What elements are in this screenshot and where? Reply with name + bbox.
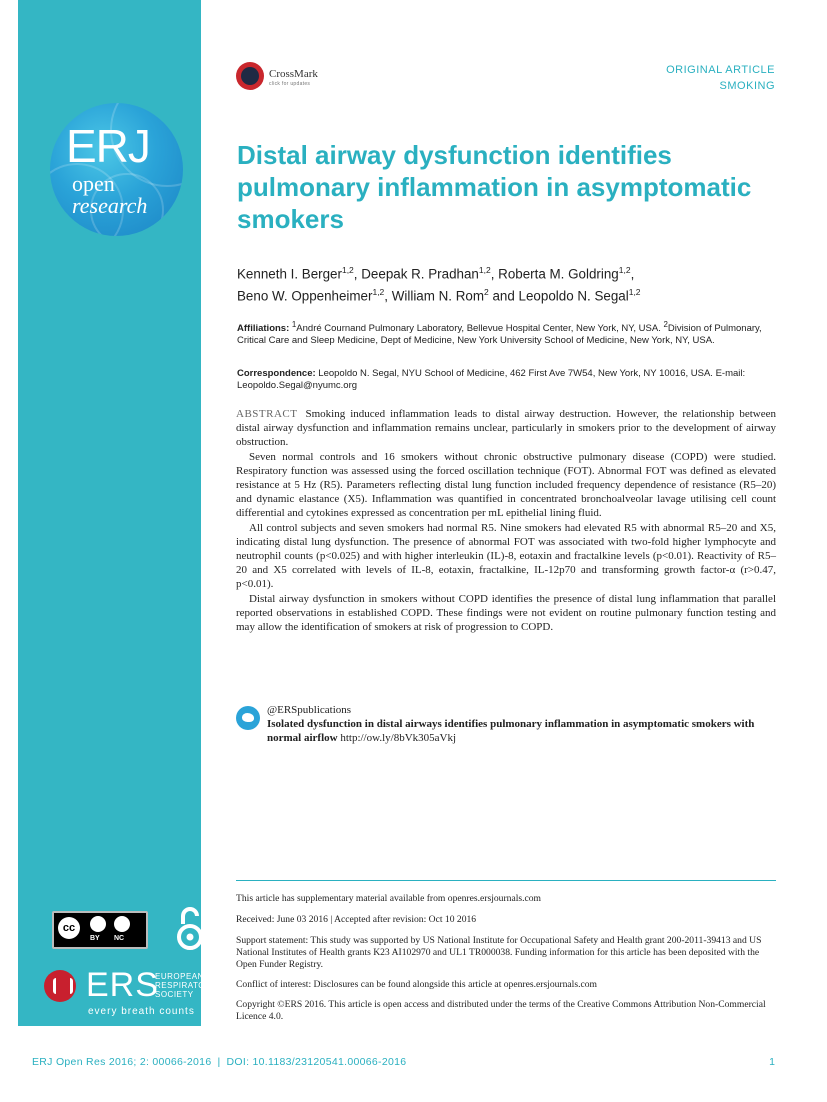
article-section-label: SMOKING bbox=[719, 80, 775, 92]
page-footer bbox=[32, 1056, 406, 1068]
ers-tagline: every breath counts bbox=[88, 1006, 195, 1017]
support-statement: Support statement: This study was supported by US National Institute for Occupational Safety and Health grant 200-2011-39413 and US National Institutes of Health grants K23 AI102970 and UL1 TR000038. Funding information for this article has been deposited with the Open Funder Registry. bbox=[236, 935, 762, 970]
tweet-text: Isolated dysfunction in distal airways identifies pulmonary inflammation in asymptomatic smokers with normal airflow bbox=[267, 718, 755, 745]
author-affiliation: 1,2 bbox=[628, 287, 641, 298]
ers-society-line2: RESPIRATORY bbox=[155, 981, 217, 990]
article-type-label: ORIGINAL ARTICLE bbox=[666, 64, 775, 76]
crossmark-subtitle: click for updates bbox=[269, 81, 311, 87]
citation: ERJ Open Res 2016; 2: 00066-2016 bbox=[32, 1056, 212, 1068]
affiliations bbox=[237, 319, 782, 347]
ers-society-line1: EUROPEAN bbox=[155, 972, 204, 981]
abstract-text: Smoking induced inflammation leads to distal airway destruction. However, the relationship between distal airway dysfunction and inflammation remains unclear, particularly in smokers prior to the development of airway obstruction. bbox=[236, 408, 776, 449]
author-name: Deepak R. Pradhan bbox=[361, 266, 479, 282]
notes-divider bbox=[236, 880, 776, 881]
ers-society-name bbox=[155, 972, 217, 999]
author-separator: , bbox=[384, 288, 392, 304]
correspondence-label: Correspondence: bbox=[237, 368, 316, 379]
author-name: William N. Rom bbox=[391, 288, 484, 304]
license-by-label: BY bbox=[90, 935, 100, 942]
abstract-paragraph bbox=[236, 407, 776, 450]
attribution-icon bbox=[90, 916, 106, 932]
crossmark-button[interactable] bbox=[236, 62, 332, 92]
cc-icon: cc bbox=[58, 917, 80, 939]
author-name: Roberta M. Goldring bbox=[498, 266, 619, 282]
article-title: Distal airway dysfunction identifies pulmonary inflammation in asymptomatic smokers bbox=[237, 140, 752, 234]
author-affiliation: 1,2 bbox=[478, 265, 491, 275]
twitter-icon[interactable] bbox=[236, 706, 260, 730]
author-name: Kenneth I. Berger bbox=[237, 266, 342, 282]
abstract-paragraph: Seven normal controls and 16 smokers without chronic obstructive pulmonary disease (COPD) were studied. Respiratory function was assessed using the forced oscillation technique (FOT). Abnormal FOT was defined as elevated resistance at 5 Hz (R5). Parameters reflecting distal lung function included frequency dependence of resistance (R5–20) and dynamic elastance (X5). Inflammation was quantified in concentrated bronchoalveolar lavage utilising cell count differential and cytokines expressed as concentration per mL epithelial lining fluid. bbox=[236, 450, 776, 520]
footer-separator: | bbox=[217, 1056, 221, 1068]
author-name: Beno W. Oppenheimer bbox=[237, 288, 373, 304]
doi-link[interactable]: DOI: 10.1183/23120541.00066-2016 bbox=[226, 1056, 407, 1068]
journal-logo-open: open bbox=[72, 171, 115, 196]
author-affiliation: 2 bbox=[484, 287, 489, 298]
journal-sidebar bbox=[18, 0, 217, 1026]
ers-society-line3: SOCIETY bbox=[155, 990, 194, 999]
author-name: Leopoldo N. Segal bbox=[518, 288, 629, 304]
author-separator: , bbox=[490, 266, 499, 282]
cc-license-badge[interactable] bbox=[52, 911, 148, 949]
article-notes bbox=[236, 893, 776, 1031]
crossmark-title: CrossMark bbox=[269, 68, 318, 80]
crossmark-icon bbox=[236, 62, 264, 90]
tweet-box bbox=[267, 703, 777, 746]
correspondence bbox=[237, 368, 782, 392]
affiliations-label: Affiliations: bbox=[237, 323, 290, 335]
journal-logo bbox=[50, 103, 183, 236]
abstract-label: ABSTRACT bbox=[236, 408, 298, 420]
abstract-paragraph: All control subjects and seven smokers had normal R5. Nine smokers had elevated R5 with abnormal R5–20 and X5, indicating distal lung dysfunction. The presence of abnormal FOT was associated with two-fold higher lymphocyte and neutrophil counts (p<0.025) and with higher interleukin (IL)-8, eotaxin and fractalkine levels (p<0.01). Reactivity of R5–20 and X5 correlated with levels of IL-8, eotaxin, fractalkine, IL-12p70 and transforming growth factor-α (r>0.47, p<0.01). bbox=[236, 521, 776, 591]
license-nc-label: NC bbox=[114, 935, 125, 942]
supplementary-note: This article has supplementary material available from openres.ersjournals.com bbox=[236, 893, 542, 904]
author-affiliation: 1,2 bbox=[618, 265, 631, 275]
conflict-statement: Conflict of interest: Disclosures can be found alongside this article at openres.ersjournals.com bbox=[236, 979, 597, 990]
affiliation-number: 2 bbox=[663, 320, 668, 329]
ers-logo-icon bbox=[44, 970, 76, 1002]
article-type bbox=[666, 62, 775, 94]
author-affiliation: 1,2 bbox=[372, 287, 385, 298]
noncommercial-icon bbox=[114, 916, 130, 932]
tweet-handle[interactable]: @ERSpublications bbox=[267, 704, 352, 716]
affiliation-text: Division of Pulmonary, Critical Care and Sleep Medicine, Dept of Medicine, New York University School of Medicine, New York, NY, USA. bbox=[237, 323, 762, 347]
open-access-icon bbox=[176, 904, 204, 952]
author-list bbox=[237, 261, 777, 306]
received-dates: Received: June 03 2016 | Accepted after revision: Oct 10 2016 bbox=[236, 914, 477, 925]
affiliation-text: André Cournand Pulmonary Laboratory, Bellevue Hospital Center, New York, NY, USA. bbox=[296, 323, 661, 335]
author-separator: and bbox=[488, 288, 519, 304]
correspondence-text: Leopoldo N. Segal, NYU School of Medicine, 462 First Ave 7W54, New York, NY 10016, USA. E-mail: Leopoldo.Segal@nyumc.org bbox=[237, 368, 746, 391]
page-number: 1 bbox=[769, 1056, 775, 1068]
author-affiliation: 1,2 bbox=[341, 265, 354, 275]
journal-logo-erj: ERJ bbox=[66, 120, 150, 172]
tweet-link[interactable]: http://ow.ly/8bVk305aVkj bbox=[340, 732, 457, 745]
author-separator: , bbox=[353, 266, 362, 282]
affiliation-number: 1 bbox=[291, 320, 297, 329]
abstract-paragraph: Distal airway dysfunction in smokers without COPD identifies the presence of distal lung inflammation that parallel reported observations in established COPD. These findings were not evident on routine pulmonary function testing and may allow the identification of smokers at risk of progression to COPD. bbox=[236, 592, 776, 634]
author-separator: , bbox=[630, 266, 635, 282]
copyright-statement: Copyright ©ERS 2016. This article is open access and distributed under the terms of the Creative Commons Attribution Non-Commercial Licence 4.0. bbox=[236, 999, 766, 1022]
abstract bbox=[236, 407, 776, 634]
journal-logo-research: research bbox=[72, 193, 148, 218]
ers-abbreviation: ERS bbox=[86, 966, 159, 1004]
